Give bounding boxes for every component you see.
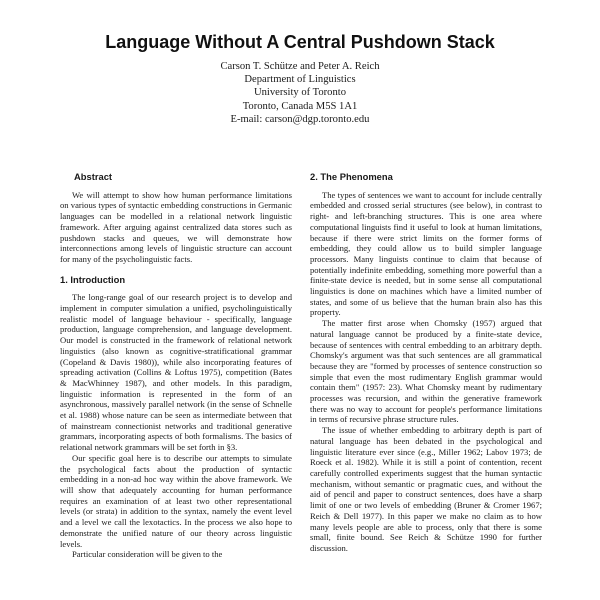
- phenomena-paragraph-3: The issue of whether embedding to arbitrary depth is part of natural language has been debated in the psychological and linguistic literature ever since (e.g., Miller 1962; Labov 1973; de Roeck et al. 1982). While it is still a point of contention, recent carefully controlled experiments suggest that the human syntactic mechanism, without semantic or pragmatic cues, and without the aid of pencil and paper to construct sentences, does have a sharp limit of one or two levels of embedding (Bruner & Cromer 1967; Reich & Dell 1977). In this paper we make no claim as to how many levels people are able to process, only that there is some small, finite bound. See Reich & Schütze 1990 for further discussion.: [310, 425, 542, 553]
- abstract-text: We will attempt to show how human performance limitations on various types of syntactic embedding constructions in Germanic languages can be modelled in a relational network linguistic framework. After arguing against centralized data stores such as pushdown stacks and queues, we will demonstrate how interconnections among levels of linguistic structure can account for many of the psycholinguistic facts.: [60, 189, 292, 264]
- right-column: [310, 172, 542, 554]
- intro-paragraph-3: Particular consideration will be given to the: [72, 549, 223, 560]
- phenomena-heading: 2. The Phenomena: [310, 171, 393, 182]
- introduction-heading: 1. Introduction: [60, 273, 126, 285]
- author-department: Department of Linguistics: [244, 74, 356, 86]
- phenomena-paragraph-2: The matter first arose when Chomsky (1957) argued that natural language cannot be produced by a finite-state device, because of sentences with central embedding to an arbitrary depth. Chomsky's argument was that such sentences are all grammatical because they are "formed by processes of sentence construction so simple that even the most rudimentary English grammar would contain them" (1957: 23). What Chomsky meant by rudimentary processes was recursion, and within the generative framework there was no way to account for people's performance limitations in terms of recursive phrase structure rules.: [310, 318, 542, 425]
- abstract-heading: Abstract: [74, 171, 113, 182]
- author-university: University of Toronto: [253, 87, 347, 99]
- author-city: Toronto, Canada M5S 1A1: [242, 100, 358, 112]
- author-block: [0, 60, 600, 126]
- paper-title: Language Without A Central Pushdown Stack: [105, 32, 495, 52]
- intro-paragraph-2: Our specific goal here is to describe our attempts to simulate the psychological facts about the production of syntactic embedding in a non-ad hoc way within the above framework. We will show that adequately accounting for human performance requires an examination of at least two other representational levels (or strata) in addition to the syntax, namely the event level and a level we call the lexotactics. In the process we also hope to demonstrate the unified nature of our theory across linguistic levels.: [60, 452, 292, 549]
- left-column: [60, 172, 292, 560]
- phenomena-paragraph-1: The types of sentences we want to account for include centrally embedded and crossed serial structures (see below), in contrast to right- and left-branching structures. This is one area where computational linguists find it useful to look at human limitations, because if there were strict limits on the former forms of embedding, they could allow us to build simpler language processors. Many linguists continue to claim that because of potentially indefinite embedding, something more powerful than a finite-state device is needed, but in some sense all computational linguistics is done on machines which have a limited number of states, and some of us believe that the human brain also has this property.: [310, 189, 542, 318]
- author-email: E-mail: carson@dgp.toronto.edu: [230, 113, 370, 125]
- intro-paragraph-1: The long-range goal of our research project is to develop and implement in computer simulation a unified, psycholinguistically realistic model of language behaviour - specifically, language production, language comprehension, and language development. Our model is constructed in the framework of relational network linguistics (also known as cognitive-stratificational grammar (Copeland & Davis 1980)), while also incorporating features of spreading activation (Collins & Loftus 1975), competition (Bates & MacWhinney 1987), and other models. In this paradigm, linguistic information is represented in the form of an asynchronous, massively parallel network (in the sense of Schnelle et al. 1988) whose nature can be seen as intermediate between that of mainstream connectionist networks and traditional generative grammars, incorporating aspects of both formalisms. The basics of relational network grammars will be set forth in §3.: [60, 292, 292, 453]
- author-names: Carson T. Schütze and Peter A. Reich: [220, 61, 380, 72]
